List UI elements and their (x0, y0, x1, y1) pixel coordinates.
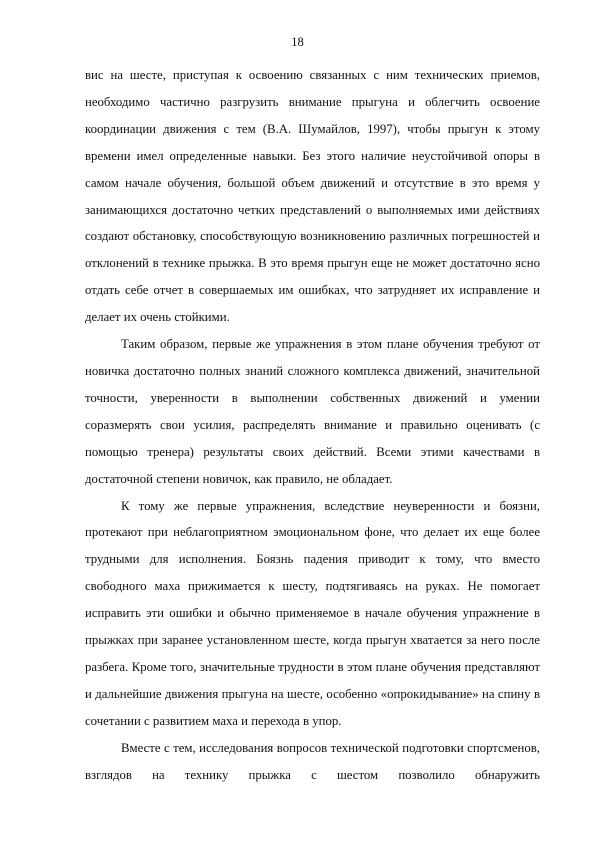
paragraph-3: К тому же первые упражнения, вследствие неуверенности и боязни, протекают при неблагоприятном эмоциональном фоне, что делает их еще более трудными для исполнения. Боязнь падения приводит к тому, что вместо свободного маха прижимается к шесту, подтягиваясь на руках. Не помогает исправить эти ошибки и обычно применяемое в начале обучения упражнение в прыжках при заранее установленном шесте, когда прыгун хватается за него после разбега. Кроме того, значительные трудности в этом плане обучения представляют и дальнейшие движения прыгуна на шесте, особенно «опрокидывание» на спину в сочетании с развитием маха и перехода в упор. (85, 498, 540, 728)
paragraph-1: вис на шесте, приступая к освоению связанных с ним технических приемов, необходимо частично разгрузить внимание прыгуна и облегчить освоение координации движения с тем (В.А. Шумайлов, 1997), чтобы прыгун к этому времени имел определенные навыки. Без этого наличие неустойчивой опоры в самом начале обучения, большой объем движений и отсутствие в это время у занимающихся достаточно четких представлений о выполняемых ими действиях создают обстановку, способствующую возникновению различных погрешностей и отклонений в технике прыжка. В это время прыгун еще не может достаточно ясно отдать себе отчет в совершаемых им ошибках, что затрудняет их исправление и делает их очень стойкими. (85, 68, 540, 325)
paragraph-4: Вместе с тем, исследования вопросов технической подготовки спортсменов, взглядов на технику прыжка с шестом позволило обнаружить (85, 740, 540, 782)
paragraph-2: Таким образом, первые же упражнения в этом плане обучения требуют от новичка достаточно полных знаний сложного комплекса движений, значительной точности, уверенности в выполнении собственных движений и умении соразмерять свои усилия, распределять внимание и правильно оценивать (с помощью тренера) результаты своих действий. Всеми этими качествами в достаточной степени новичок, как правило, не обладает. (85, 337, 540, 486)
body-text (85, 62, 540, 788)
page-number: 18 (291, 35, 304, 49)
